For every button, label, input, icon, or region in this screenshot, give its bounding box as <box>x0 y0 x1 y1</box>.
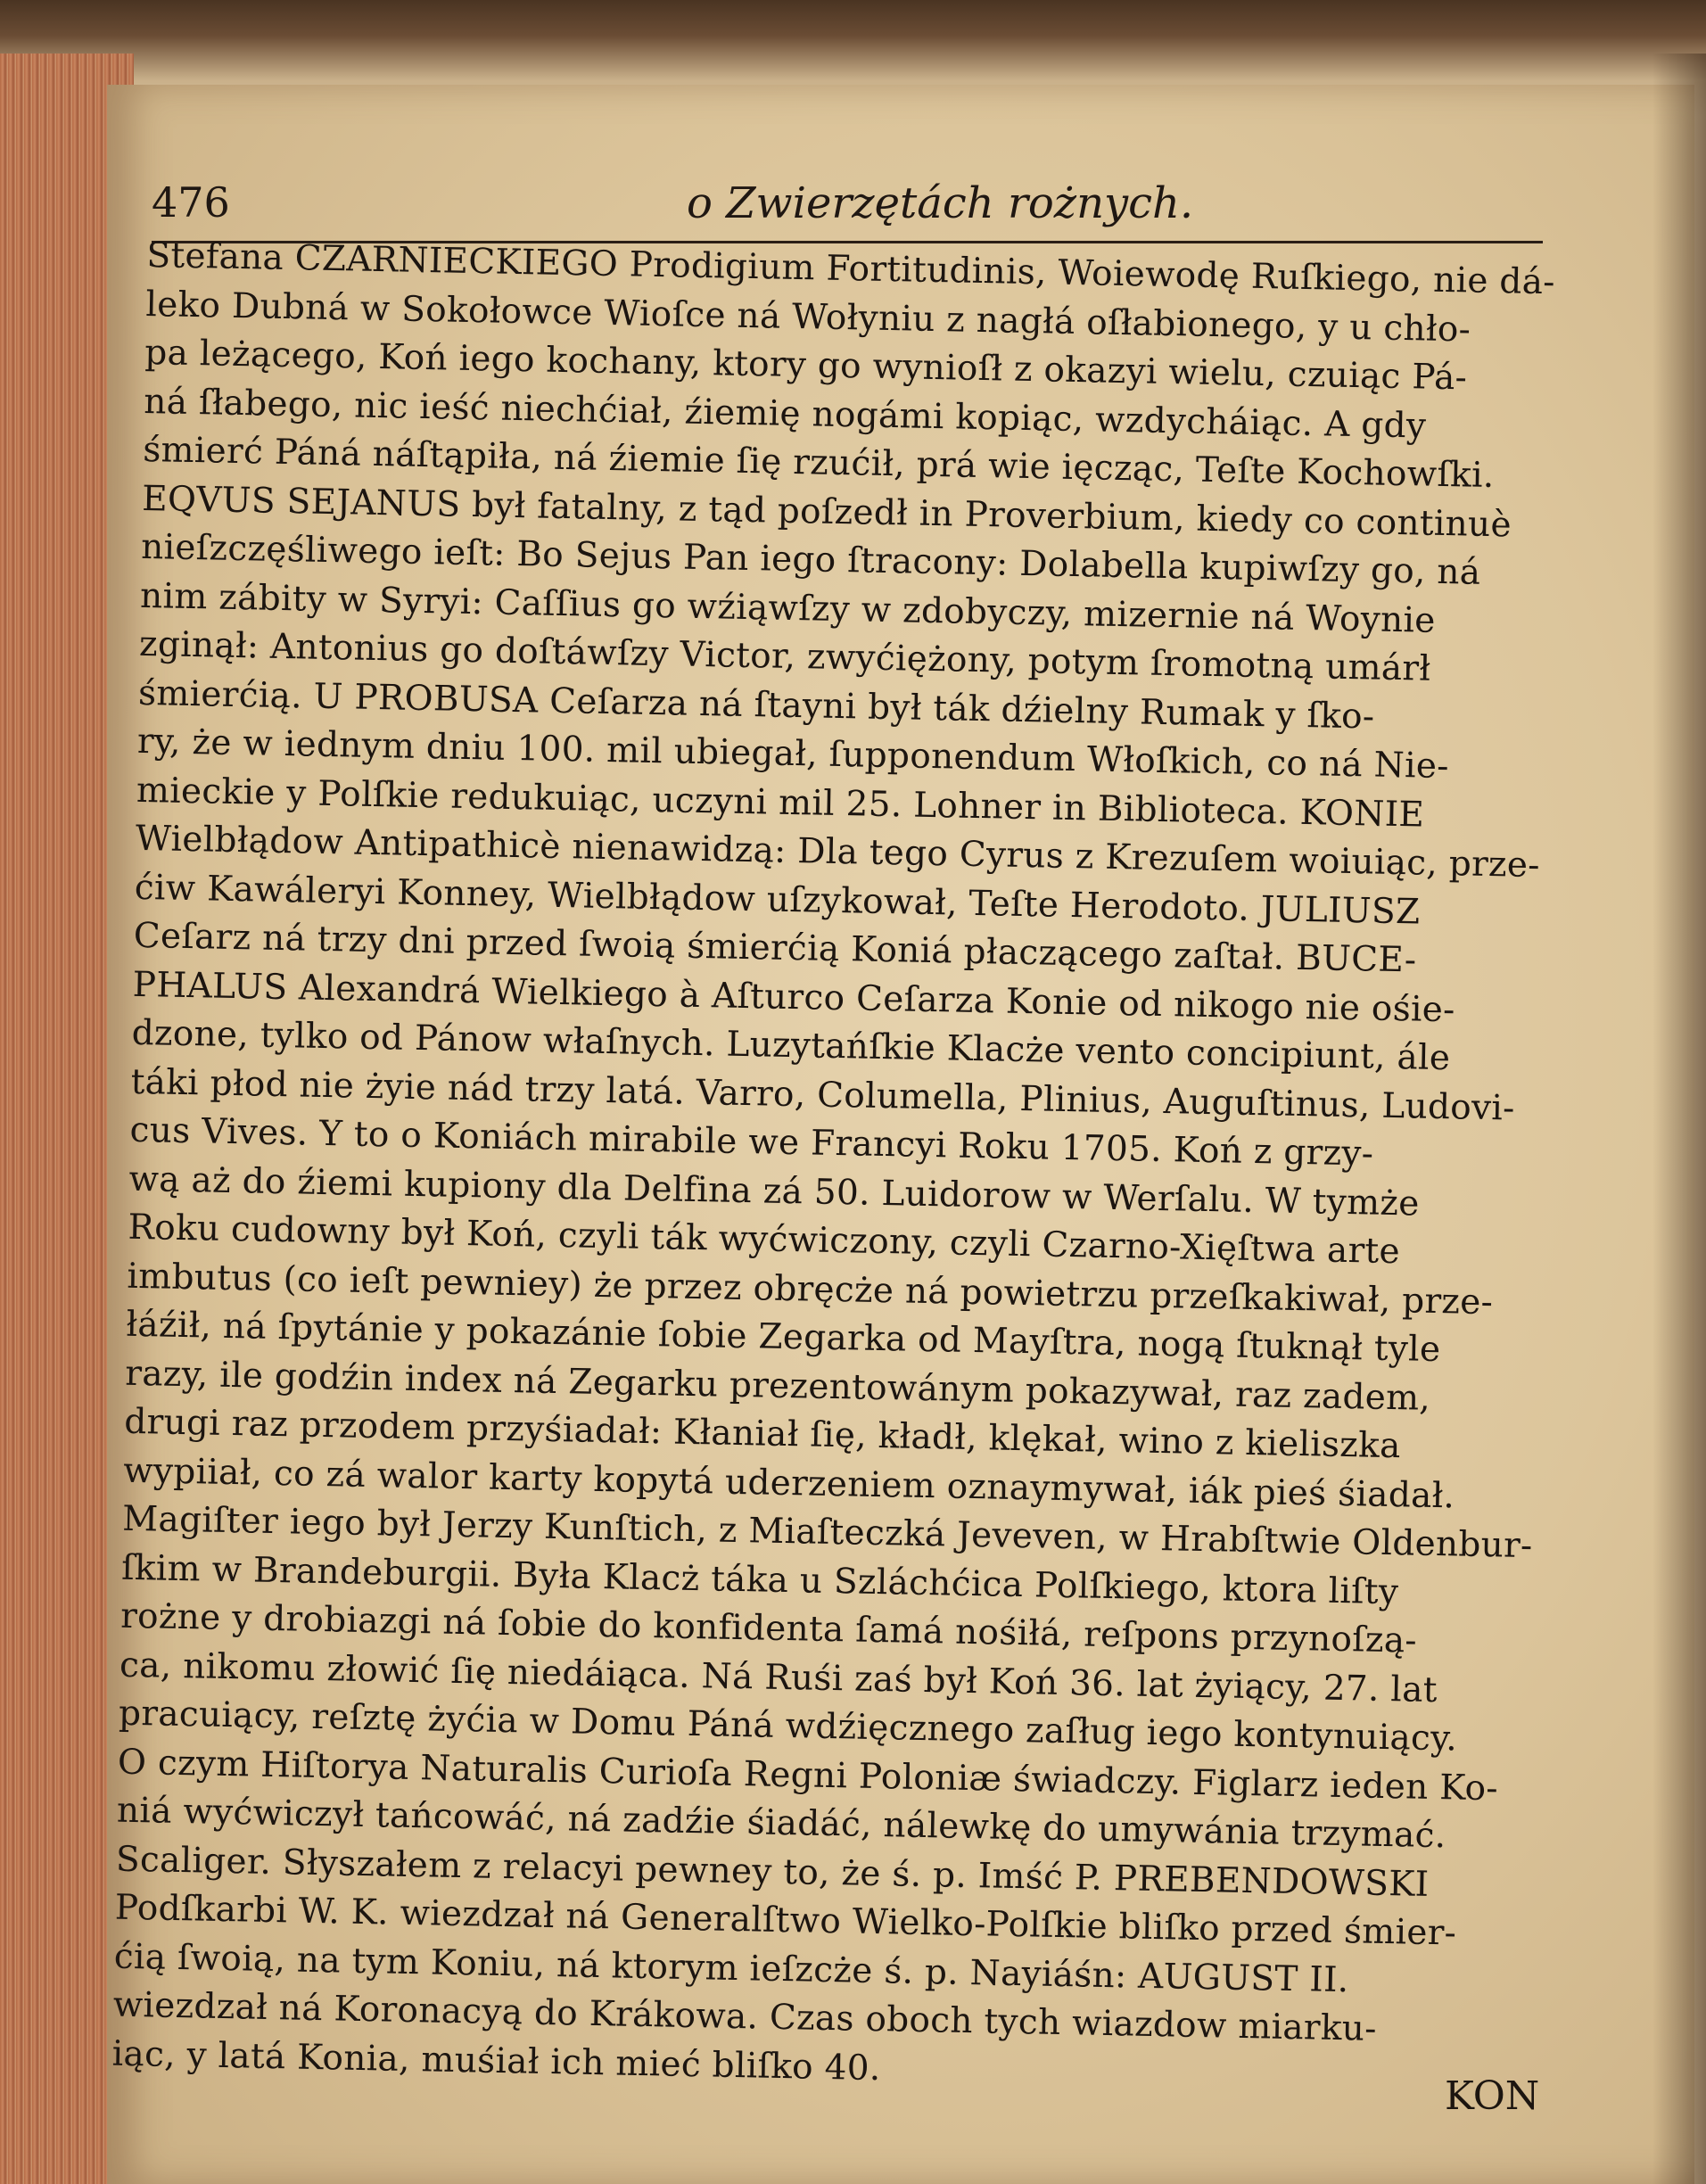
text-line: rożne y drobiazgi ná ſobie do konfidenta ſamá nośiłá, reſpons przynoſzą- <box>120 1595 1418 1661</box>
text-line: mieckie y Polſkie redukuiąc, uczyni mil 25. Lohner in Biblioteca. KONIE <box>136 770 1425 836</box>
text-line: ry, że w iednym dniu 100. mil ubiegał, ſupponendum Włoſkich, co ná Nie- <box>136 721 1450 787</box>
text-line: razy, ile godźin index ná Zegarku prezentowánym pokazywał, raz zadem, <box>124 1353 1431 1419</box>
page-header <box>152 178 1543 243</box>
body-text <box>111 232 1610 2089</box>
text-line: śmierć Páná náſtąpiła, ná źiemie ſię rzućił, prá wie ięcząc, Teſte Kochowſki. <box>142 429 1496 497</box>
running-title: o Zwierzętách rożnych. <box>687 178 1194 228</box>
text-line: Wielbłądow Antipathicè nienawidzą: Dla tego Cyrus z Krezuſem woiuiąc, prze- <box>135 818 1541 886</box>
text-line: táki płod nie żyie nád trzy latá. Varro, Columella, Plinius, Auguſtinus, Ludovi- <box>130 1061 1515 1129</box>
text-line: Scaliger. Słyszałem z relacyi pewney to, że ś. p. Imść P. PREBENDOWSKI <box>115 1839 1430 1905</box>
text-line: dzone, tylko od Pánow właſnych. Luzytańſkie Klacże vento concipiunt, ále <box>131 1012 1451 1079</box>
text-line: niá wyćwiczył tańcowáć, ná zadźie śiadáć, nálewkę do umywánia trzymać. <box>116 1790 1446 1857</box>
text-line: imbutus (co ieſt pewniey) że przez obręcże ná powietrzu przeſkakiwał, prze- <box>127 1256 1494 1323</box>
text-line: leko Dubná w Sokołowce Wioſce ná Wołyniu z nagłá oſłabionego, y u chło- <box>145 284 1471 350</box>
text-line: ćią ſwoią, na tym Koniu, ná ktorym ieſzcże ś. p. Nayiáśn: AUGUST II. <box>113 1936 1349 2000</box>
page-number: 476 <box>152 178 230 227</box>
catchword: KON <box>1445 2073 1540 2119</box>
text-line: pracuiący, reſztę żyćia w Domu Páná wdźięcznego zaſług iego kontynuiący. <box>118 1693 1458 1760</box>
text-line: nim zábity w Syryi: Caſſius go wźiąwſzy w zdobyczy, mizernie ná Woynie <box>139 575 1437 641</box>
text-line: cus Vives. Y to o Koniách mirabile we Francyi Roku 1705. Koń z grzy- <box>129 1109 1374 1174</box>
text-line: śmierćią. U PROBUSA Ceſarza ná ſtayni był ták dźielny Rumak y ſko- <box>137 672 1375 738</box>
binding-gutter <box>1652 54 1706 2184</box>
text-line: PHALUS Alexandrá Wielkiego à Aſturco Ceſarza Konie od nikogo nie ośie- <box>132 964 1456 1030</box>
text-line: Roku cudowny był Koń, czyli ták wyćwiczony, czyli Czarno-Xięſtwa arte <box>128 1207 1401 1273</box>
text-line: drugi raz przodem przyśiadał: Kłaniał ſię, kładł, klękał, wino z kieliszka <box>123 1401 1402 1467</box>
text-line: ná ſłabego, nic ieść niechćiał, źiemię nogámi kopiąc, wzdycháiąc. A gdy <box>143 381 1427 447</box>
text-line: pa leżącego, Koń iego kochany, ktory go wynioſł z okazyi wielu, czuiąc Pá- <box>144 332 1468 399</box>
text-line: nieſzczęśliwego ieſt: Bo Sejus Pan iego ſtracony: Dolabella kupiwſzy go, ná <box>140 526 1481 593</box>
text-line: iąc, y latá Konia, muśiał ich mieć bliſko 40. <box>111 2033 881 2089</box>
text-line: wypiiał, co zá walor karty kopytá uderzeniem oznaymywał, iák pieś śiadał. <box>122 1450 1455 1516</box>
text-line: wą aż do źiemi kupiony dla Delfina zá 50. Luidorow w Werſalu. W tymże <box>128 1158 1421 1224</box>
text-line: ſkim w Brandeburgii. Była Klacż táka u Szláchćica Polſkiego, ktora liſty <box>120 1547 1399 1612</box>
text-line: EQVUS SEJANUS był fatalny, z tąd poſzedł in Proverbium, kiedy co continuè <box>141 478 1512 545</box>
text-line: Stefana CZARNIECKIEGO Prodigium Fortitudinis, Woiewodę Ruſkiego, nie dá- <box>146 235 1556 303</box>
text-line: wiezdzał ná Koronacyą do Krákowa. Czas oboch tych wiazdow miarku- <box>112 1984 1378 2049</box>
text-line: zginął: Antonius go doſtáwſzy Victor, zwyćiężony, potym ſromotną umárł <box>138 623 1431 689</box>
text-line: ca, nikomu złowić ſię niedáiąca. Ná Ruśi zaś był Koń 36. lat żyiący, 27. lat <box>119 1644 1438 1710</box>
text-line: Podſkarbi W. K. wiezdzał ná Generalſtwo Wielko-Polſkie bliſko przed śmier- <box>114 1887 1457 1954</box>
text-line: O czym Hiſtorya Naturalis Curioſa Regni Poloniæ świadczy. Figlarz ieden Ko- <box>117 1742 1499 1809</box>
text-line: ćiw Kawáleryi Konney, Wielbłądow uſzykował, Teſte Herodoto. JULIUSZ <box>134 867 1421 933</box>
text-line: Magiſter iego był Jerzy Kunſtich, z Miaſteczká Jeveven, w Hrabſtwie Oldenbur- <box>121 1498 1533 1567</box>
text-line: łáźił, ná ſpytánie y pokazánie ſobie Zegarka od Mayſtra, nogą ſtuknął tyle <box>126 1304 1441 1371</box>
text-line: Ceſarz ná trzy dni przed ſwoią śmierćią Koniá płaczącego zaſtał. BUCE- <box>133 915 1417 981</box>
